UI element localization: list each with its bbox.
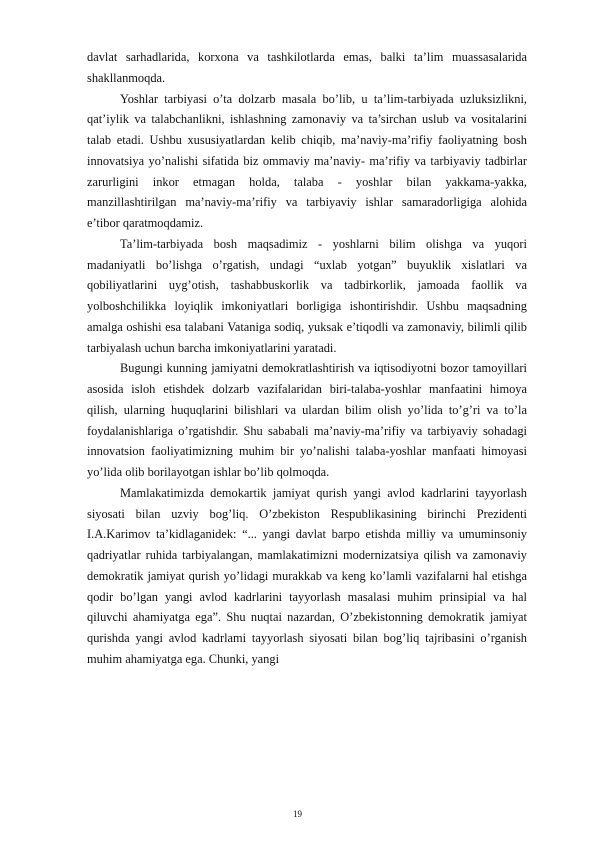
paragraph-continuation: davlat sarhadlarida, korxona va tashkilotlarda emas, balki ta’lim muassasalarida shakllanmoqda. [87, 50, 527, 85]
page-number: 19 [293, 809, 302, 819]
paragraph-democratization: Bugungi kunning jamiyatni demokratlashtirish va iqtisodiyotni bozor tamoyillari asosida isloh etishdek dolzarb vazifalaridan biri-talaba-yoshlar manfaatini himoya qilish, ularning huquqlarini bilishlari va ulardan bilim olish yo’lida to’g’ri va to’la foydalanishlariga o’rgatishdir. Shu sababali ma’naviy-ma’rifiy va tarbiyaviy sohadagi innovatsion faoliyatimizning muhim bir yo’nalishi talaba-yoshlar manfaati himoyasi yo’lida olib borilayotgan ishlar bo’lib qolmoqda. [87, 361, 527, 479]
paragraph-new-generation-cadres: Mamlakatimizda demokartik jamiyat qurish yangi avlod kadrlarini tayyorlash siyosati bilan uzviy bog’liq. O’zbekiston Respublikasining birinchi Prezidenti I.A.Karimov ta’kidlaganidek: “... yangi davlat barpo etishda milliy va umuminsoniy qadriyatlar ruhida tarbiyalangan, mamlakatimizni modernizatsiya qilish va zamonaviy demokratik jamiyat qurish yo’lidagi murakkab va keng ko’lamli vazifalarni hal etishga qodir bo’lgan yangi avlod kadrlarini tayyorlash masalasi muhim prinsipial va hal qiluvchi ahamiyatga ega”. Shu nuqtai nazardan, O’zbekistonning demokratik jamiyat qurishda yangi avlod kadrlami tayyorlash siyosati bilan bog’liq tajribasini o’rganish muhim ahamiyatga ega. Chunki, yangi [87, 485, 527, 666]
paragraph-youth-upbringing: Yoshlar tarbiyasi o’ta dolzarb masala bo’lib, u ta’lim-tarbiyada uzluksizlikni, qat’iylik va talabchanlikni, ishlashning zamonaviy va ta’sirchan uslub va vositalarini talab etadi. Ushbu xususiyatlardan kelib chiqib, ma’naviy-ma’rifiy faoliyatning bosh innovatsiya yo’nalishi sifatida biz ommaviy ma’naviy- ma’rifiy va tarbiyaviy tadbirlar zarurligini inkor etmagan holda, talaba - yoshlar bilan yakkama-yakka, manzillashtirilgan ma’naviy-ma’rifiy va tarbiyaviy ishlar samaradorligiga alohida e’tibor qaratmoqdamiz. [87, 91, 527, 230]
paragraph-main-goal: Ta’lim-tarbiyada bosh maqsadimiz - yoshlarni bilim olishga va yuqori madaniyatli bo’lishga o’rgatish, undagi “uxlab yotgan” buyuklik xislatlari va qobiliyatlarini uyg’otish, tashabbuskorlik va tadbirkorlik, jamoada faollik va yolboshchilikka loyiqlik imkoniyatlari borligiga ishontirishdir. Ushbu maqsadning amalga oshishi esa talabani Vataniga sodiq, yuksak e’tiqodli va zamonaviy, bilimli qilib tarbiyalash uchun barcha imkoniyatlarini yaratadi. [87, 236, 527, 355]
document-body [87, 47, 527, 670]
